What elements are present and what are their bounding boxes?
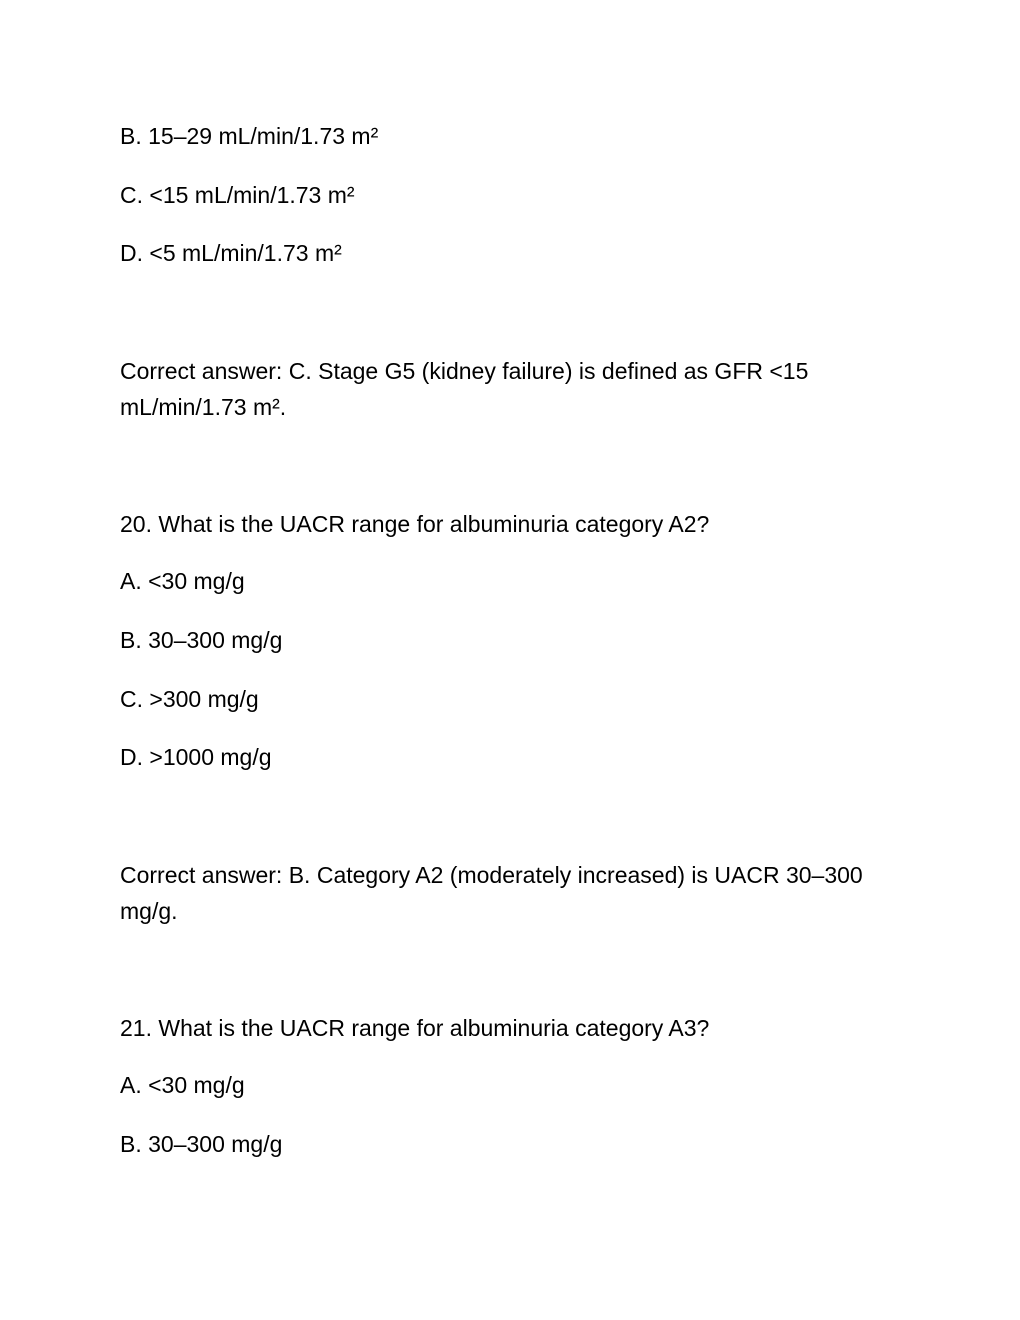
q21-question: 21. What is the UACR range for albuminuria category A3? (120, 1015, 710, 1041)
q19-answer-line-1: Correct answer: C. Stage G5 (kidney failure) is defined as GFR <15 (120, 358, 809, 384)
q19-option-d: D. <5 mL/min/1.73 m² (120, 240, 342, 266)
q20-answer-line-1: Correct answer: B. Category A2 (moderately increased) is UACR 30–300 (120, 862, 863, 888)
q19-answer-line-2: mL/min/1.73 m². (120, 394, 287, 420)
q20-question: 20. What is the UACR range for albuminuria category A2? (120, 511, 710, 537)
q21-option-b: B. 30–300 mg/g (120, 1131, 283, 1157)
q20-answer-line-2: mg/g. (120, 898, 178, 924)
q19-option-c: C. <15 mL/min/1.73 m² (120, 182, 355, 208)
q21-option-a: A. <30 mg/g (120, 1072, 245, 1098)
q19-option-b: B. 15–29 mL/min/1.73 m² (120, 123, 379, 149)
q20-option-d: D. >1000 mg/g (120, 744, 272, 770)
q20-option-a: A. <30 mg/g (120, 568, 245, 594)
q20-option-b: B. 30–300 mg/g (120, 627, 283, 653)
q20-option-c: C. >300 mg/g (120, 686, 259, 712)
